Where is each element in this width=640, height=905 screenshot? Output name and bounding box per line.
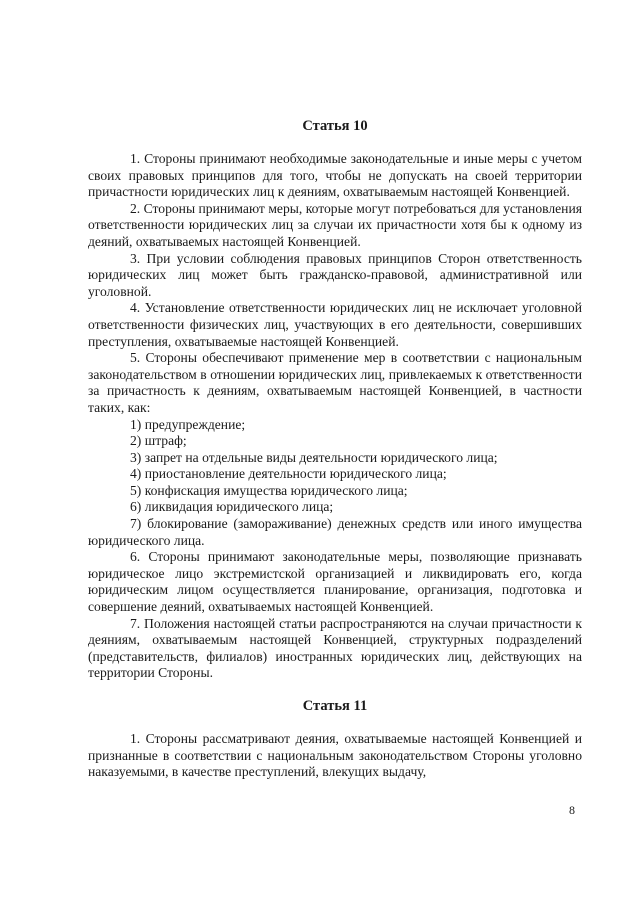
article-10-paragraph-5: 5. Стороны обеспечивают применение мер в соответствии с национальным законодательством в отношении юридических лиц, привлекаемых к ответственности за причастность к деяниям, охватываемым настоящей Конвенцией, в частности таких, как: bbox=[88, 350, 582, 415]
article-10-paragraph-6: 6. Стороны принимают законодательные меры, позволяющие признавать юридическое лицо экстремистской организацией и ликвидировать его, когда юридическим лицом осуществляется планирование, организация, подготовка и совершение деяний, охватываемых настоящей Конвенцией. bbox=[88, 549, 582, 615]
article-10-paragraph-3: 3. При условии соблюдения правовых принципов Сторон ответственность юридических лиц может быть гражданско-правовой, административной или уголовной. bbox=[88, 250, 582, 299]
article-10-paragraph-4: 4. Установление ответственности юридических лиц не исключает уголовной ответственности физических лиц, участвующих в его деятельности, совершивших преступления, охватываемые настоящей Конвенцией. bbox=[88, 300, 582, 349]
measure-item-2: 2) штраф; bbox=[130, 433, 187, 449]
page-number: 8 bbox=[569, 803, 575, 817]
measure-item-6: 6) ликвидация юридического лица; bbox=[130, 499, 334, 515]
measure-item-1: 1) предупреждение; bbox=[130, 416, 246, 432]
article-10-paragraph-1: 1. Стороны принимают необходимые законодательные и иные меры с учетом своих правовых принципов для того, чтобы не допускать на своей территории причастности юридических лиц к деяниям, охватываемым настоящей Конвенцией. bbox=[88, 151, 582, 200]
page-content bbox=[88, 110, 582, 781]
measure-item-7: 7) блокирование (замораживание) денежных средств или иного имущества юридического лица. bbox=[88, 516, 582, 548]
measure-item-5: 5) конфискация имущества юридического лица; bbox=[130, 482, 408, 498]
article-10-paragraph-7: 7. Положения настоящей статьи распространяются на случаи причастности к деяниям, охватываемым настоящей Конвенцией, структурных подразделений (представительств, филиалов) иностранных юридических лиц, действующих на территории Стороны. bbox=[88, 615, 582, 681]
article-10-title: Статья 10 bbox=[302, 118, 368, 134]
measure-item-3: 3) запрет на отдельные виды деятельности юридического лица; bbox=[130, 449, 498, 465]
article-10-paragraph-2: 2. Стороны принимают меры, которые могут потребоваться для установления ответственности юридических лиц за случаи их причастности хотя бы к одному из деяний, охватываемых настоящей Конвенцией. bbox=[88, 200, 582, 249]
article-11-title: Статья 11 bbox=[302, 698, 368, 714]
article-11-paragraph-1: 1. Стороны рассматривают деяния, охватываемые настоящей Конвенцией и признанные в соответствии с национальным законодательством Стороны уголовно наказуемыми, в качестве преступлений, влекущих выдачу, bbox=[88, 731, 582, 780]
measure-item-4: 4) приостановление деятельности юридического лица; bbox=[130, 466, 447, 482]
